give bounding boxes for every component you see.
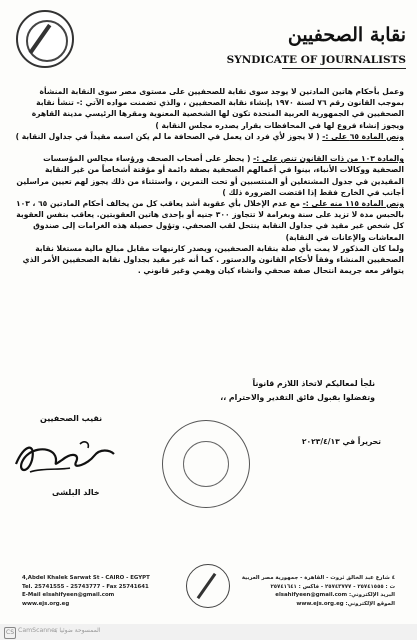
scanner-label-arabic: الممسوحة ضوئيا بـ [54, 627, 101, 634]
article-115-heading: ونص المادة ١١٥ منه على :- [302, 199, 404, 209]
footer-logo-icon [186, 564, 230, 608]
camscanner-icon: CS [4, 627, 16, 639]
header-divider [282, 68, 406, 69]
footer-phones-ar: ت : ٢٥٧٤١٥٥٥ - ٢٥٧٤٣٧٧٧ - فاكس : ٢٥٧٤١٦٤١ [270, 583, 395, 590]
syndicate-logo-icon [16, 10, 74, 68]
article-65-heading: ونص المادة ٦٥ على :- [322, 131, 404, 141]
syndicate-name-english: SYNDICATE OF JOURNALISTS [226, 54, 406, 66]
footer-contact-arabic [242, 574, 395, 608]
footer-web-ar: الموقع الإلكتروني: www.ejs.org.eg [296, 600, 395, 607]
article-115 [12, 198, 404, 243]
footer-address-ar: ٤ شارع عبد الخالق ثروت - القاهرة - جمهورية مصر العربية [241, 575, 395, 581]
scanner-watermark-bar [0, 624, 417, 640]
closing-line-1: نلجأ لمعاليكم لاتخاذ اللازم قانوناً [252, 379, 375, 388]
syndicate-name-arabic: نقابة الصحفيين [287, 24, 406, 46]
article-103-text: ( يحظر على أصحاب الصحف ورؤساء مجالس المؤسسات الصحفية ووكالات الأنباء، بينوا في أعمالهم الصحفية بصفة دائمة أو مؤقتة أشخاصاً من غير النقابة المقيدين في جدول المشتغلين أو المنتسبين أو تحت التمرين ، واستثناء من ذلك يجوز لهم تعيين مراسلين أجانب في الخارج فقط إذا اقتضت الضرورة ذلك ) [16, 154, 404, 197]
footer-email-ar: البريد الإلكتروني: elsahifyeen@gmail.com [275, 592, 395, 599]
letterhead [10, 6, 410, 80]
letter-body [12, 86, 404, 276]
footer-contact-english [22, 574, 150, 608]
signatory-name: خالد البلشى [52, 488, 100, 497]
letter-date: تحريراً في ٢٠٢٣/٤/١٣ [301, 437, 381, 446]
article-65-text: ( لا يجوز لأي فرد ان يعمل في الصحافة ما لم يكن اسمه مقيداً في جداول النقابة ) . [15, 131, 404, 153]
closing-line-2: وتفضلوا بقبول فائق التقدير والاحترام ،، [220, 393, 375, 402]
scanner-label: CamScanner [18, 627, 58, 634]
official-stamp [162, 420, 250, 508]
handwritten-signature [10, 424, 120, 486]
article-65 [12, 131, 404, 153]
footer-web-en: www.ejs.org.eg [22, 600, 70, 607]
signatory-title: نقيب الصحفيين [40, 414, 103, 423]
footer-phones-en: Tel. 25741555 - 25743777 - Fax 25741641 [22, 583, 149, 590]
article-103 [12, 153, 404, 198]
footer-email-en: E-Mail elsahifyeen@gmail.com [22, 592, 115, 599]
footer-address-en: 4,Abdel Khalek Sarwat St - CAIRO - EGYPT [22, 575, 150, 581]
letter-footer [0, 558, 417, 628]
article-115-text: مع عدم الإخلال بأي عقوبة أشد يعاقب كل من يخالف أحكام المادتين ٦٥ ، ١٠٣ بالحبس مدة لا تزيد على سنة وبغرامة لا تتجاوز ٣٠٠ جنيه أو بإحدى هاتين العقوبتين. يعاقب بنفس العقوبة كل شخص غير مقيد في جداول النقابة ينتحل لقب الصحفي. وتؤول حصيلة هذه الغرامات إلى صندوق المعاشات والإعانات في النقابة) [15, 199, 404, 242]
signature-block [10, 410, 120, 500]
paragraph-conclusion: ولما كان المذكور لا يمت بأي صلة بنقابة الصحفيين، ويصدر كارنيهات مقابل مبالغ مالية مستغلا نقابة الصحفيين المنشاء وفقاً لأحكام القانون والدستور . كما أنه غير مقيد بجداول نقابة الصحفيين الأمر الذي يتوافر معه جريمة انتحال صفة صحفي وانشاء كيان وهمي وغير قانوني . [22, 243, 404, 276]
paragraph-intro: وعمل بأحكام هاتين المادتين لا يوجد سوى نقابة للصحفيين على مستوى مصر سوى النقابة المنشأة بموجب القانون رقم ٧٦ لسنة ١٩٧٠ بإنشاء نقابة الصحفيين ، والذي تضمنت مواده الآتي :- تنشأ نقابة الصحفيين في الجمهورية العربية المتحدة تكون لها الشخصية المعنوية ومقرها الرئيسي مدينة القاهرة ويجوز إنشاء فروع لها في المحافظات بقرار يصدره مجلس النقابة ) [31, 87, 404, 130]
closing-remarks [220, 377, 375, 405]
article-103-heading: والمادة ١٠٣ من ذات القانون تنص على :- [253, 154, 404, 164]
